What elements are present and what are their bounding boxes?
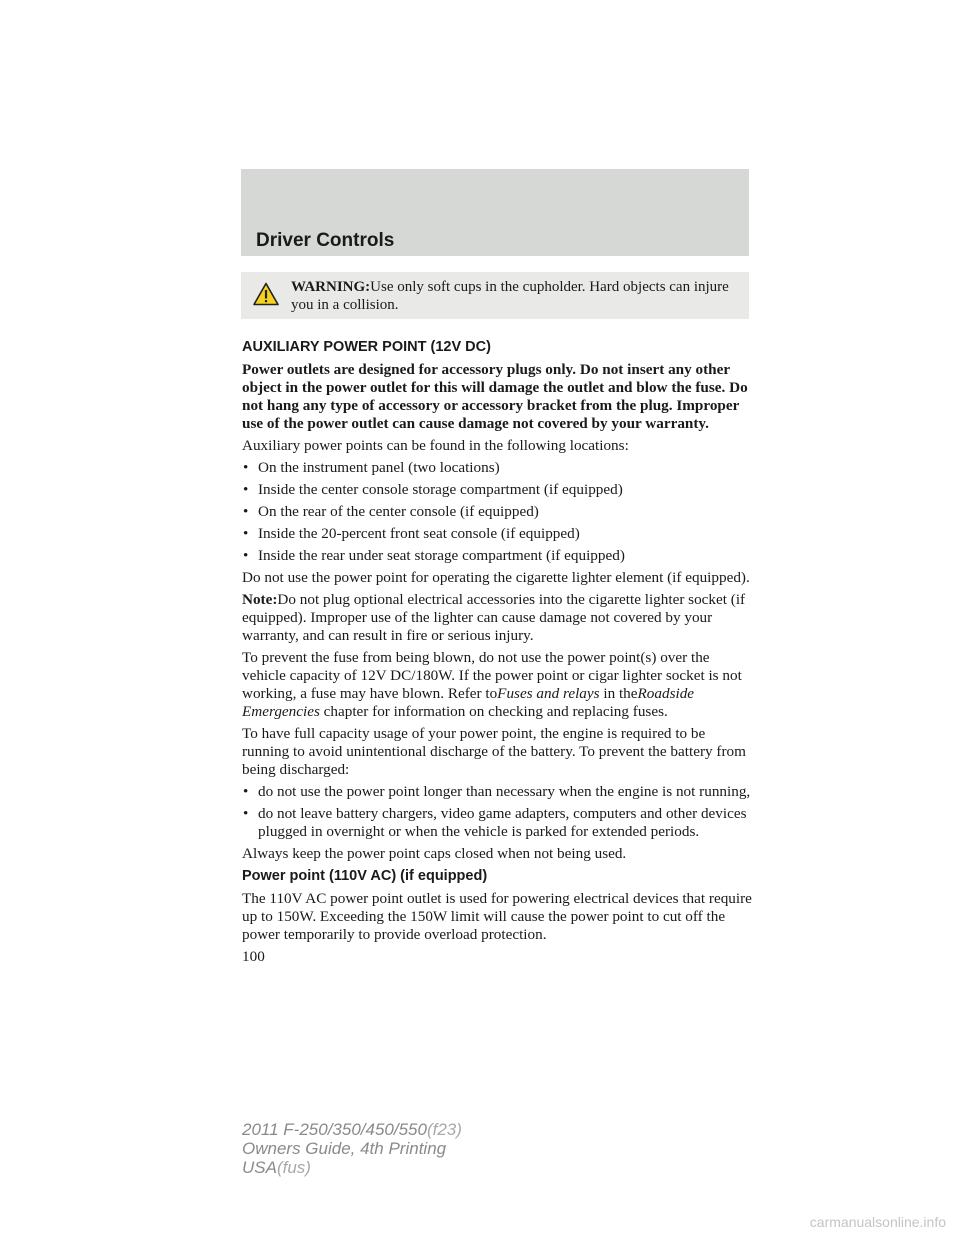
fuse-text-1: To prevent the fuse from being blown, do not use the power point(s) over the vehicle capacity of 12V DC/180W. If the power point or cigar lighter socket is not working, a fuse may have blown. Refer to bbox=[242, 649, 742, 702]
fuse-paragraph bbox=[242, 649, 752, 721]
page-number: 100 bbox=[242, 948, 265, 965]
list-item: • On the rear of the center console (if equipped) bbox=[242, 503, 752, 521]
ac-power-heading: Power point (110V AC) (if equipped) bbox=[242, 868, 488, 884]
discharge-tips-list bbox=[242, 783, 752, 841]
aux-power-caution: Power outlets are designed for accessory plugs only. Do not insert any other object in the power outlet for this will damage the outlet and blow the fuse. Do not hang any type of accessory or accessory bracket from the plug. Improper use of the power outlet can cause damage not covered by your warranty. bbox=[242, 361, 748, 432]
section-title: Driver Controls bbox=[256, 230, 395, 251]
watermark: carmanualsonline.info bbox=[809, 1214, 946, 1230]
fuses-relays-reference: Fuses and relays bbox=[497, 685, 600, 702]
locations-intro: Auxiliary power points can be found in the following locations: bbox=[242, 437, 629, 454]
footer bbox=[242, 1120, 462, 1177]
list-item: • On the instrument panel (two locations) bbox=[242, 459, 752, 477]
note-paragraph bbox=[242, 591, 752, 645]
fuse-text-3: chapter for information on checking and replacing fuses. bbox=[323, 703, 668, 720]
footer-model-line bbox=[242, 1120, 462, 1139]
note-label: Note: bbox=[242, 591, 278, 608]
warning-box bbox=[241, 272, 749, 319]
list-item: • do not use the power point longer than necessary when the engine is not running, bbox=[242, 783, 752, 801]
list-item: • do not leave battery chargers, video game adapters, computers and other devices plugged in overnight or when the vehicle is parked for extended periods. bbox=[242, 805, 752, 841]
footer-region-line bbox=[242, 1158, 462, 1177]
locations-list bbox=[242, 459, 752, 565]
aux-power-heading: AUXILIARY POWER POINT (12V DC) bbox=[242, 339, 491, 355]
page-content bbox=[242, 338, 752, 966]
capacity-paragraph: To have full capacity usage of your power point, the engine is required to be running to avoid unintentional discharge of the battery. To prevent the battery from being discharged: bbox=[242, 725, 746, 778]
fuse-text-2: in the bbox=[603, 685, 638, 702]
footer-region-code: (fus) bbox=[276, 1158, 311, 1177]
footer-model: 2011 F-250/350/450/550 bbox=[242, 1120, 427, 1139]
warning-text bbox=[291, 278, 741, 314]
warning-label: WARNING: bbox=[291, 279, 371, 295]
footer-guide: Owners Guide, 4th Printing bbox=[242, 1139, 447, 1158]
warning-triangle-icon bbox=[253, 282, 279, 306]
roadside-emergencies-reference: Roadside Emergencies bbox=[242, 685, 695, 720]
lighter-paragraph: Do not use the power point for operating the cigarette lighter element (if equipped). bbox=[242, 569, 750, 586]
footer-region: USA bbox=[242, 1158, 277, 1177]
ac-power-text: The 110V AC power point outlet is used for powering electrical devices that require up to 150W. Exceeding the 150W limit will cause the power point to cut off the power temporarily to provide overload protection. bbox=[242, 890, 752, 943]
caps-paragraph: Always keep the power point caps closed when not being used. bbox=[242, 845, 627, 862]
list-item: • Inside the center console storage compartment (if equipped) bbox=[242, 481, 752, 499]
list-item: • Inside the 20-percent front seat console (if equipped) bbox=[242, 525, 752, 543]
footer-model-code: (f23) bbox=[426, 1120, 462, 1139]
warning-message: Use only soft cups in the cupholder. Hard objects can injure you in a collision. bbox=[291, 279, 729, 313]
list-item: • Inside the rear under seat storage compartment (if equipped) bbox=[242, 547, 752, 565]
note-text: Do not plug optional electrical accessories into the cigarette lighter socket (if equipped). Improper use of the lighter can cause damage not covered by your warranty, and can result in fire or serious injury. bbox=[242, 591, 746, 644]
